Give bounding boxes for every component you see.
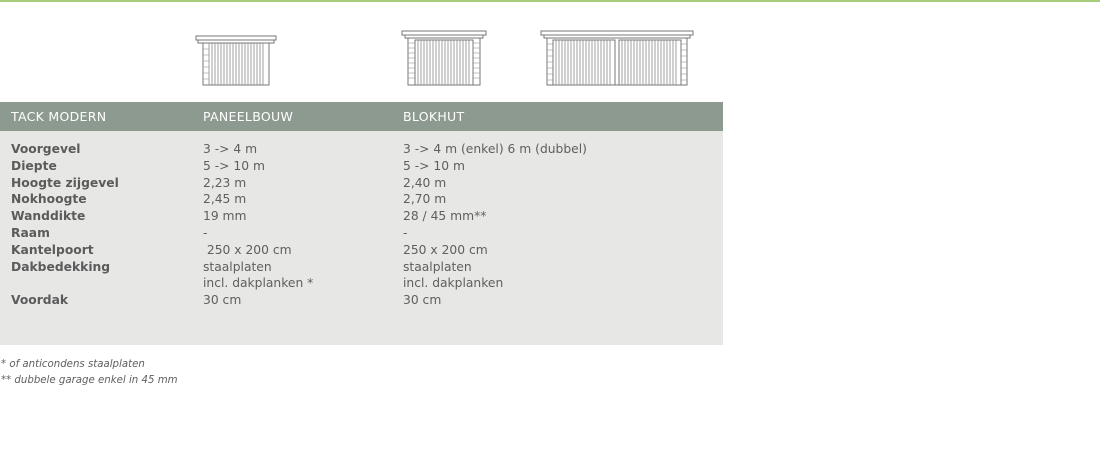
- header-model: TACK MODERN: [11, 109, 107, 124]
- specification-table: [0, 102, 723, 345]
- blokhut-value: 2,70 m: [403, 192, 447, 207]
- paneelbouw-value: 5 -> 10 m: [203, 158, 265, 173]
- paneelbouw-value: -: [203, 226, 208, 240]
- blokhut-value: incl. dakplanken: [403, 276, 504, 291]
- row-label: Hoogte zijgevel: [11, 175, 119, 190]
- header-blokhut: BLOKHUT: [403, 109, 465, 124]
- row-label: Wanddikte: [11, 209, 86, 224]
- top-accent-line: [0, 0, 1100, 2]
- footnotes: [1, 357, 178, 388]
- footnote: ** dubbele garage enkel in 45 mm: [1, 374, 178, 386]
- footnote: * of anticondens staalplaten: [1, 359, 145, 370]
- blokhut-value: 2,40 m: [403, 175, 447, 190]
- paneelbouw-value: incl. dakplanken *: [203, 276, 314, 291]
- blokhut-value: staalplaten: [403, 259, 472, 274]
- row-label: Nokhoogte: [11, 192, 87, 207]
- blokhut-value: 3 -> 4 m (enkel) 6 m (dubbel): [403, 142, 587, 156]
- paneelbouw-value: 2,45 m: [203, 192, 247, 207]
- paneelbouw-value: 19 mm: [203, 209, 247, 224]
- log-cabin-garage-illustration: [401, 30, 489, 87]
- blokhut-value: 28 / 45 mm**: [403, 209, 487, 224]
- blokhut-value: -: [403, 226, 408, 240]
- header-paneelbouw: PANEELBOUW: [203, 109, 294, 124]
- blokhut-value: 250 x 200 cm: [403, 242, 488, 257]
- row-label: Voordak: [11, 293, 69, 308]
- row-label: Raam: [11, 226, 50, 240]
- paneelbouw-value: 3 -> 4 m: [203, 142, 258, 156]
- paneelbouw-value: 250 x 200 cm: [203, 242, 292, 257]
- table-header: [0, 102, 723, 131]
- row-label: Voorgevel: [11, 142, 81, 156]
- panel-garage-illustration: [195, 35, 279, 87]
- paneelbouw-value: 30 cm: [203, 293, 242, 308]
- blokhut-value: 5 -> 10 m: [403, 158, 465, 173]
- paneelbouw-value: staalplaten: [203, 259, 272, 274]
- paneelbouw-value: 2,23 m: [203, 175, 247, 190]
- double-log-cabin-garage-illustration: [540, 30, 696, 87]
- blokhut-value: 30 cm: [403, 293, 442, 308]
- row-label: Diepte: [11, 158, 57, 173]
- table-body: [0, 131, 723, 345]
- row-label: Dakbedekking: [11, 259, 111, 274]
- row-label: Kantelpoort: [11, 242, 94, 257]
